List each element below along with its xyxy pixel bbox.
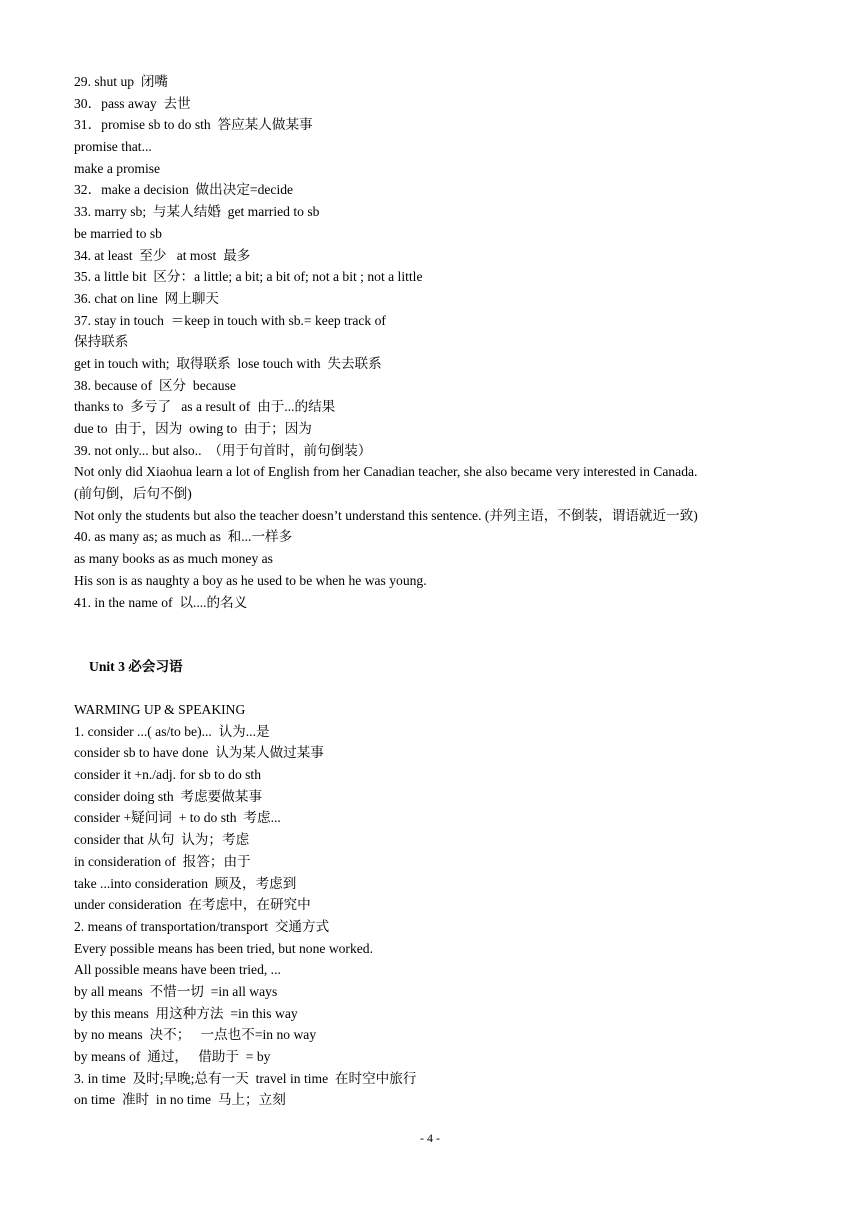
text-line: 保持联系 — [74, 334, 129, 350]
text-line: 29. shut up 闭嘴 — [74, 74, 169, 89]
text-line: 2. means of transportation/transport 交通方式 — [74, 918, 330, 934]
section-subheading: WARMING UP & SPEAKING — [74, 702, 246, 717]
text-line: 37. stay in touch ＝keep in touch with sb.= keep track of — [74, 312, 386, 328]
text-line: by means of 通过， 借助于 = by — [74, 1049, 271, 1064]
text-line: on time 准时 in no time 马上；立刻 — [74, 1092, 286, 1108]
text-line: be married to sb — [74, 225, 162, 241]
text-line: 1. consider ...( as/to be)... 认为...是 — [74, 723, 270, 739]
vocab-section-unit2 — [74, 71, 814, 613]
text-line: 30．pass away 去世 — [74, 95, 191, 111]
example-sentence: His son is as naughty a boy as he used to be when he was young. — [74, 572, 427, 588]
text-line: get in touch with; 取得联系 lose touch with 失去联系 — [74, 355, 382, 371]
text-line: as many books as as much money as — [74, 551, 273, 567]
text-line: consider that 从句 认为；考虑 — [74, 832, 250, 848]
text-line: under consideration 在考虑中，在研究中 — [74, 897, 311, 913]
text-line: take ...into consideration 顾及，考虑到 — [74, 875, 297, 891]
vocab-section-unit3 — [74, 699, 814, 1111]
text-line: consider sb to have done 认为某人做过某事 — [74, 745, 324, 761]
text-line: 40. as many as; as much as 和...一样多 — [74, 529, 293, 545]
text-line: 31．promise sb to do sth 答应某人做某事 — [74, 117, 313, 133]
text-line: by no means 决不； 一点也不=in no way — [74, 1027, 317, 1043]
text-line: consider it +n./adj. for sb to do sth — [74, 767, 262, 783]
text-line: 32．make a decision 做出决定=decide — [74, 182, 294, 198]
example-sentence: Every possible means has been tried, but none worked. — [74, 940, 373, 956]
text-line: thanks to 多亏了 as a result of 由于...的结果 — [74, 399, 336, 415]
text-line: 38. because of 区分 because — [74, 377, 236, 393]
text-line: 39. not only... but also.. （用于句首时，前句倒装） — [74, 442, 372, 458]
page-number: - 4 - — [420, 1131, 440, 1145]
text-line: consider doing sth 考虑要做某事 — [74, 788, 263, 804]
example-sentence: All possible means have been tried, ... — [74, 962, 281, 978]
text-line: 36. chat on line 网上聊天 — [74, 290, 219, 306]
text-line: by this means 用这种方法 =in this way — [74, 1005, 298, 1021]
text-line: due to 由于，因为 owing to 由于；因为 — [74, 421, 312, 436]
text-line: promise that... — [74, 139, 152, 155]
text-line: (前句倒，后句不倒) — [74, 486, 192, 502]
text-line: 34. at least 至少 at most 最多 — [74, 247, 251, 263]
text-line: 41. in the name of 以....的名义 — [74, 594, 248, 610]
text-line: consider +疑问词 + to do sth 考虑... — [74, 810, 281, 826]
unit-heading: Unit 3 必会习语 — [89, 659, 183, 674]
text-line: by all means 不惜一切 =in all ways — [74, 983, 278, 999]
text-line: 3. in time 及时;早晚;总有一天 travel in time 在时空中旅行 — [74, 1070, 417, 1086]
text-line: 33. marry sb; 与某人结婚 get married to sb — [74, 204, 320, 220]
example-sentence: Not only the students but also the teacher doesn’t understand this sentence. (并列主语，不倒装，谓语就近一致) — [74, 507, 698, 523]
text-line: in consideration of 报答；由于 — [74, 853, 251, 869]
text-line: 35. a little bit 区分：a little; a bit; a bit of; not a bit ; not a little — [74, 269, 423, 285]
text-line: make a promise — [74, 160, 161, 176]
example-sentence: Not only did Xiaohua learn a lot of English from her Canadian teacher, she also became very interested in Canada. — [74, 464, 698, 480]
